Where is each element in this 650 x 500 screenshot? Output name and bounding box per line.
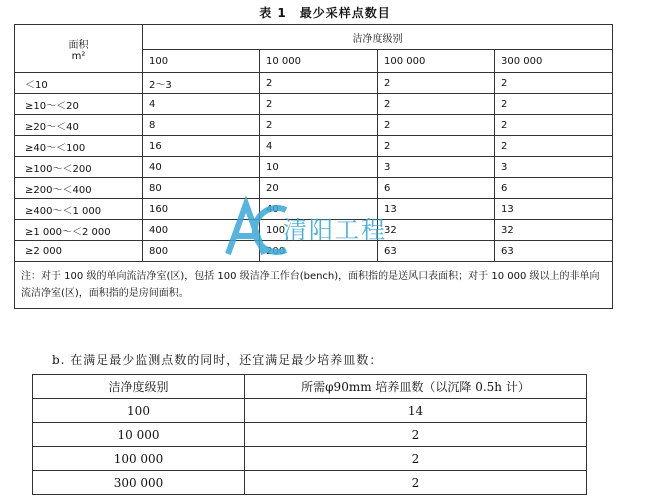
value-cell: 63 — [495, 241, 613, 262]
table-row — [15, 115, 613, 136]
value-cell: 2 — [260, 94, 378, 115]
class-cell: 300 000 — [33, 471, 245, 495]
value-cell: 2 — [378, 94, 495, 115]
value-cell: 40 — [260, 199, 378, 220]
value-cell: 16 — [143, 136, 260, 157]
value-cell: 400 — [143, 220, 260, 241]
value-cell: 2 — [378, 115, 495, 136]
table-note: 注：对于 100 级的单向流洁净室(区)，包括 100 级洁净工作台(bench)，面积指的是送风口表面积；对于 10 000 级以上的非单向流洁净室(区)，面积指的是房间面积。 — [15, 262, 613, 309]
petri-dish-table — [32, 374, 587, 495]
value-cell: 4 — [260, 136, 378, 157]
value-cell: 2 — [495, 115, 613, 136]
dish-count-header: 所需φ90mm 培养皿数（以沉降 0.5h 计） — [245, 375, 587, 399]
value-cell: 80 — [143, 178, 260, 199]
value-cell: 2 — [260, 115, 378, 136]
class-col-header: 100 — [143, 50, 260, 73]
area-cell: ≥10～＜20 — [15, 94, 143, 115]
section-b-text: b. 在满足最少监测点数的同时，还宜满足最少培养皿数： — [52, 353, 383, 367]
value-cell: 3 — [495, 157, 613, 178]
table-row — [15, 157, 613, 178]
value-cell: 20 — [260, 178, 378, 199]
area-cell: ＜10 — [15, 73, 143, 94]
value-cell: 3 — [378, 157, 495, 178]
value-cell: 160 — [143, 199, 260, 220]
class-header: 洁净度级别 — [143, 25, 613, 50]
watermark-text: 清阳工程 — [283, 216, 387, 244]
value-cell: 4 — [143, 94, 260, 115]
value-cell: 63 — [378, 241, 495, 262]
table-row — [15, 73, 613, 94]
area-header: 面积 — [68, 39, 89, 51]
value-cell: 2 — [495, 73, 613, 94]
value-cell: 100 — [260, 220, 378, 241]
area-cell: ≥20～＜40 — [15, 115, 143, 136]
value-cell: 8 — [143, 115, 260, 136]
class-cell: 10 000 — [33, 423, 245, 447]
value-cell: 13 — [495, 199, 613, 220]
area-cell: ≥40～＜100 — [15, 136, 143, 157]
class-col-header: 10 000 — [260, 50, 378, 73]
table-row — [15, 94, 613, 115]
class-cell: 100 — [33, 399, 245, 423]
table-row — [15, 178, 613, 199]
value-cell: 800 — [143, 241, 260, 262]
table-header-row — [33, 375, 587, 399]
value-cell: 10 — [260, 157, 378, 178]
count-cell: 2 — [245, 447, 587, 471]
value-cell: 13 — [378, 199, 495, 220]
area-cell: ≥1 000～＜2 000 — [15, 220, 143, 241]
value-cell: 32 — [378, 220, 495, 241]
area-unit: m² — [71, 50, 86, 62]
table-row — [33, 423, 587, 447]
count-cell: 14 — [245, 399, 587, 423]
area-cell: ≥2 000 — [15, 241, 143, 262]
count-cell: 2 — [245, 471, 587, 495]
value-cell: 6 — [495, 178, 613, 199]
table1-title: 表 1 最少采样点数目 — [259, 6, 391, 20]
class-header: 洁净度级别 — [33, 375, 245, 399]
value-cell: 2 — [378, 136, 495, 157]
table-row — [33, 447, 587, 471]
area-header-cell — [15, 25, 143, 73]
value-cell: 2 — [495, 94, 613, 115]
table-row — [33, 471, 587, 495]
value-cell: 2 — [260, 73, 378, 94]
area-cell: ≥100～＜200 — [15, 157, 143, 178]
value-cell: 40 — [143, 157, 260, 178]
min-sampling-points-table — [14, 24, 613, 309]
area-cell: ≥400～＜1 000 — [15, 199, 143, 220]
value-cell: 6 — [378, 178, 495, 199]
value-cell: 2～3 — [143, 73, 260, 94]
value-cell: 2 — [495, 136, 613, 157]
class-col-header: 100 000 — [378, 50, 495, 73]
table-row — [33, 399, 587, 423]
class-cell: 100 000 — [33, 447, 245, 471]
value-cell: 32 — [495, 220, 613, 241]
value-cell: 200 — [260, 241, 378, 262]
value-cell: 2 — [378, 73, 495, 94]
table-row — [15, 136, 613, 157]
area-cell: ≥200～＜400 — [15, 178, 143, 199]
class-col-header: 300 000 — [495, 50, 613, 73]
count-cell: 2 — [245, 423, 587, 447]
